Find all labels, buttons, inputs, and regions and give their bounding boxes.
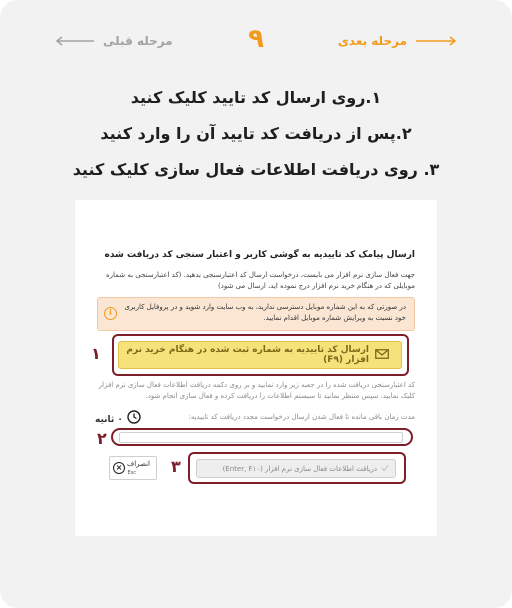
timer-row (95, 410, 415, 424)
marker-1: ۱ (91, 344, 101, 363)
marker-3: ۳ (171, 457, 181, 476)
instruction-2: ۲.پس از دریافت کد تایید آن را وارد کنید (100, 124, 412, 143)
cancel-label: انصراف (126, 460, 150, 468)
verification-code-input[interactable] (119, 432, 403, 443)
cancel-shortcut: Esc (127, 470, 136, 476)
arrow-right-icon (415, 36, 457, 46)
highlight-code-input (111, 428, 413, 446)
timer-display (95, 410, 141, 429)
step-number: ۹ (248, 24, 264, 54)
timer-text: مدت زمان باقی مانده تا فعال شدن ارسال درخواست مجدد دریافت کد تاییدیه: (188, 413, 415, 421)
instruction-1: ۱.روی ارسال کد تایید کلیک کنید (130, 88, 382, 107)
clock-icon (127, 410, 141, 429)
close-icon: × (113, 462, 125, 474)
send-code-button[interactable] (118, 341, 402, 369)
instructions (0, 80, 512, 188)
timer-value: ۰ ثانیه (95, 414, 123, 425)
cancel-button[interactable] (109, 456, 157, 480)
envelope-icon (375, 349, 389, 362)
next-step-link[interactable] (338, 34, 457, 48)
fetch-activation-label: دریافت اطلاعات فعال سازی نرم افزار (Enter, F۱۰) (222, 464, 377, 473)
fetch-activation-button[interactable] (196, 459, 396, 478)
warning-box (97, 297, 415, 331)
highlight-send (112, 334, 409, 376)
dialog-description: جهت فعال سازی نرم افزار می بایست، درخواست ارسال کد اعتبارسنجی بدهید. (کد اعتبارسنجی به شماره موبایلی که در هنگام خرید نرم افزار درج نموده اید، ارسال می شود) (106, 271, 415, 290)
next-step-label: مرحله بعدی (337, 34, 407, 48)
check-icon (381, 464, 389, 474)
instruction-3: ۳. روی دریافت اطلاعات فعال سازی کلیک کنید (72, 160, 440, 179)
highlight-fetch (188, 452, 406, 484)
instruction-note: کد اعتبارسنجی دریافت شده را در جعبه زیر وارد نمایید و بر روی دکمه دریافت اطلاعات فعال سازی نرم افزار کلیک نمایید. سپس منتظر بمانید تا سیستم اطلاعات را دریافت کرده و فعال سازی انجام شود. (98, 381, 415, 400)
info-icon: i (104, 307, 117, 320)
warning-text: در صورتی که به این شماره موبایل دسترسی ندارید، به وب سایت وارد شوید و در پروفایل کاربری خود نسبت به ویرایش شماره موبایل اقدام نمایید. (124, 303, 406, 322)
dialog-title: ارسال پیامک کد تاییدیه به گوشی کاربر و اعتبار سنجی کد دریافت شده (104, 250, 415, 260)
activation-dialog (75, 200, 437, 536)
send-code-label: ارسال کد تاییدیه به شماره ثبت شده در هنگام خرید نرم افزار (F۹) (126, 345, 369, 365)
prev-step-label: مرحله قبلی (103, 34, 173, 48)
marker-2: ۲ (97, 429, 107, 448)
